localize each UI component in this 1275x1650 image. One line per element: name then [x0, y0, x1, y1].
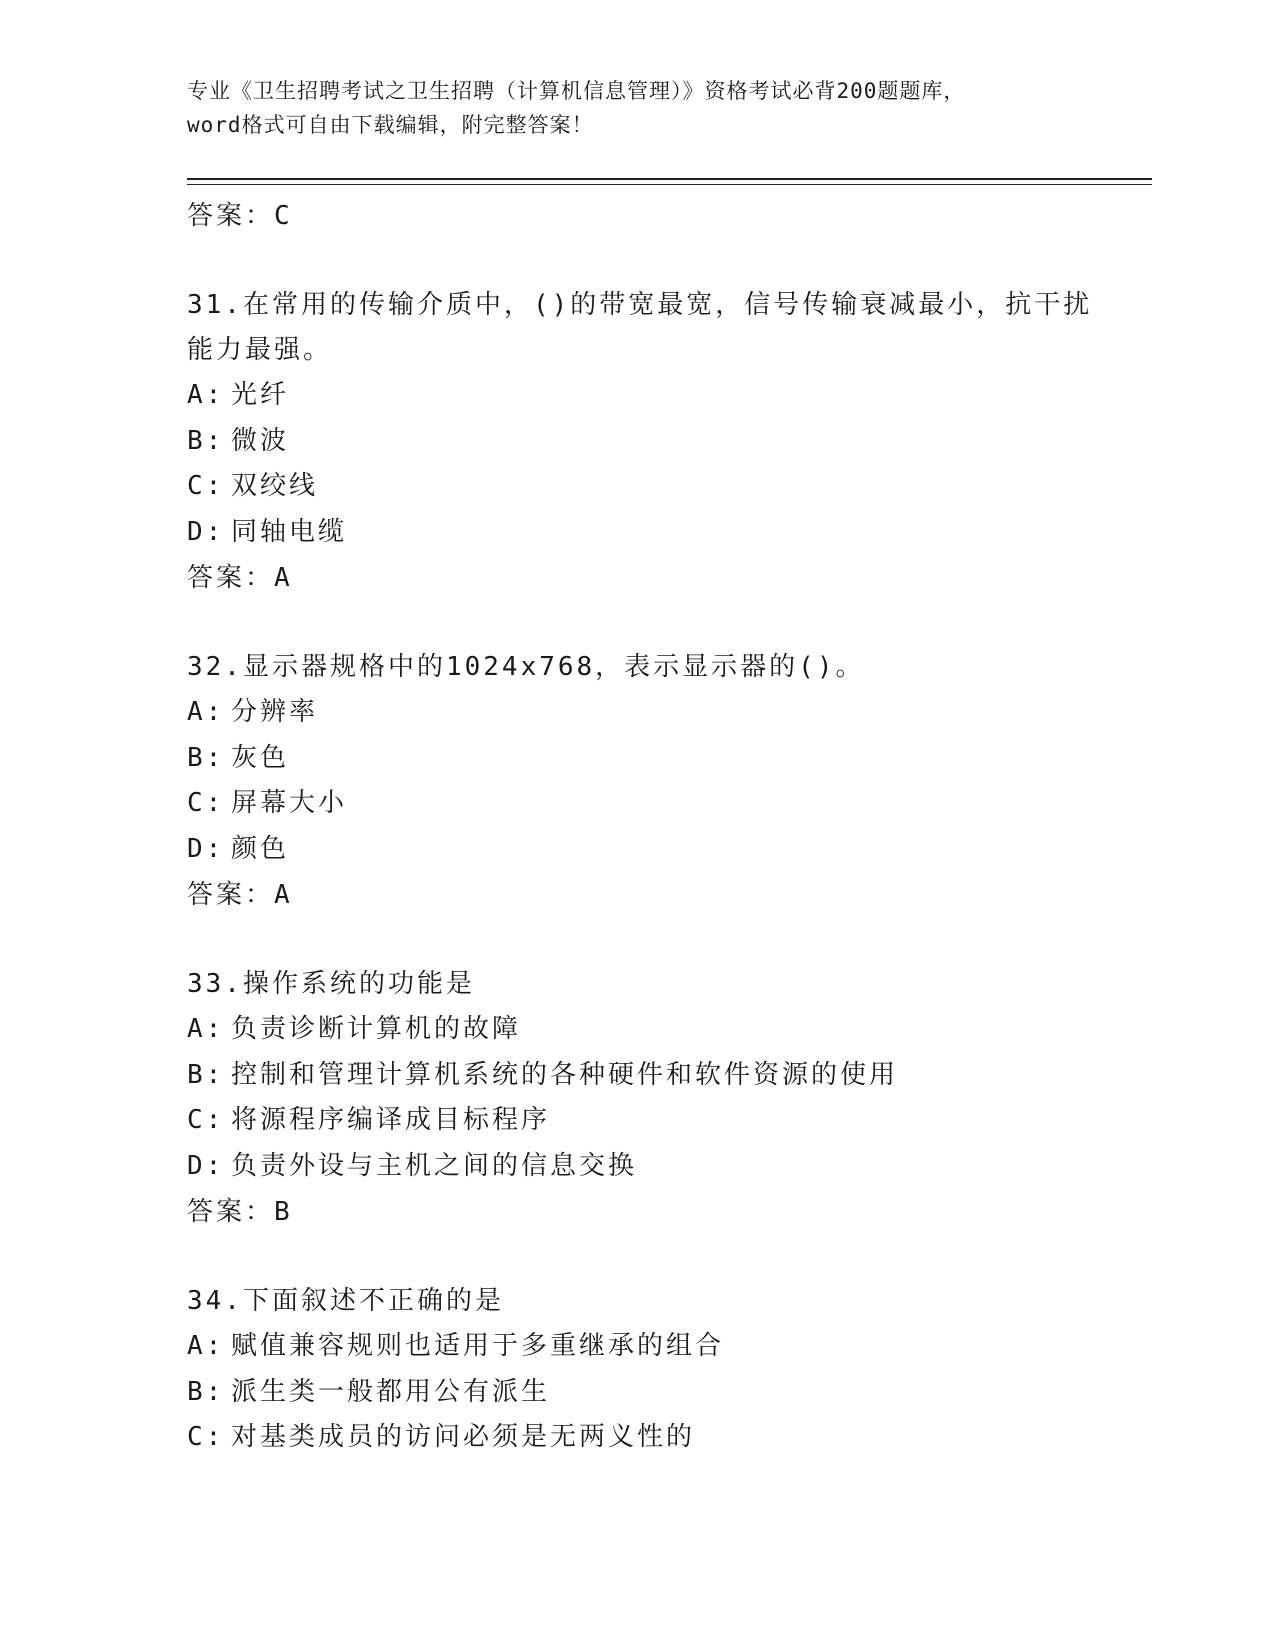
option-b: [187, 1370, 1147, 1416]
option-text: 派生类一般都用公有派生: [231, 1376, 551, 1407]
option-letter: D:: [187, 1150, 225, 1181]
option-letter: A:: [187, 380, 225, 410]
question-stem: 33.操作系统的功能是: [187, 969, 475, 999]
option-text: 赋值兼容规则也适用于多重继承的组合: [231, 1331, 725, 1361]
option-b: [187, 419, 1147, 465]
header-divider-thick: [187, 178, 1152, 180]
answer-line: 答案：A: [187, 880, 293, 910]
header-divider-thin: [187, 184, 1152, 185]
option-text: 将源程序编译成目标程序: [231, 1105, 551, 1135]
question-34: [187, 1279, 1147, 1461]
option-letter: B:: [187, 742, 225, 773]
option-d: [187, 1144, 1147, 1190]
question-stem: 34.下面叙述不正确的是: [187, 1286, 504, 1316]
document-header: [187, 74, 1087, 142]
option-letter: C:: [187, 1105, 225, 1135]
option-letter: B:: [187, 425, 225, 456]
option-text: 双绞线: [231, 471, 319, 501]
option-text: 微波: [231, 425, 290, 456]
question-31: [187, 283, 1147, 601]
option-d: [187, 510, 1147, 556]
option-letter: A:: [187, 1331, 225, 1361]
option-text: 分辨率: [231, 697, 319, 727]
option-letter: B:: [187, 1376, 225, 1407]
answer-line: 答案：B: [187, 1197, 293, 1227]
option-letter: C:: [187, 471, 225, 501]
question-32: [187, 645, 1147, 918]
header-line-1: 专业《卫生招聘考试之卫生招聘（计算机信息管理）》资格考试必背200题题库，: [187, 79, 966, 103]
option-b: [187, 1053, 1147, 1099]
option-c: [187, 781, 1147, 827]
question-stem: 能力最强。: [187, 335, 333, 365]
option-b: [187, 736, 1147, 782]
header-line-2: word格式可自由下载编辑，附完整答案！: [187, 113, 594, 137]
option-text: 灰色: [231, 742, 290, 773]
option-text: 颜色: [231, 833, 290, 864]
option-text: 负责外设与主机之间的信息交换: [231, 1150, 638, 1181]
option-a: [187, 373, 1147, 419]
option-d: [187, 827, 1147, 873]
option-text: 同轴电缆: [231, 516, 348, 547]
option-letter: D:: [187, 516, 225, 547]
option-c: [187, 1098, 1147, 1144]
option-c: [187, 464, 1147, 510]
option-letter: B:: [187, 1059, 225, 1090]
option-letter: A:: [187, 1014, 225, 1044]
option-a: [187, 1007, 1147, 1053]
option-letter: D:: [187, 833, 225, 864]
answer-line: 答案：A: [187, 563, 293, 593]
option-text: 对基类成员的访问必须是无两义性的: [231, 1422, 696, 1452]
option-a: [187, 690, 1147, 736]
option-c: [187, 1415, 1147, 1461]
question-33: [187, 962, 1147, 1235]
option-letter: C:: [187, 788, 225, 818]
question-list: [187, 193, 1147, 1461]
option-letter: C:: [187, 1422, 225, 1452]
option-text: 负责诊断计算机的故障: [231, 1014, 522, 1044]
previous-answer: 答案：C: [187, 201, 293, 231]
option-letter: A:: [187, 697, 225, 727]
question-stem: 31.在常用的传输介质中，()的带宽最宽，信号传输衰减最小，抗干扰: [187, 290, 1093, 320]
option-a: [187, 1324, 1147, 1370]
option-text: 屏幕大小: [231, 788, 348, 818]
question-stem: 32.显示器规格中的1024x768，表示显示器的()。: [187, 652, 865, 682]
option-text: 控制和管理计算机系统的各种硬件和软件资源的使用: [231, 1059, 899, 1090]
option-text: 光纤: [231, 380, 290, 410]
